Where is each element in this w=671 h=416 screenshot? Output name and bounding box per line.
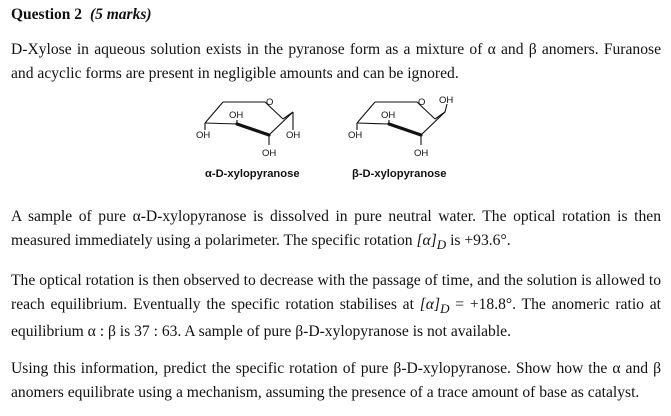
p2-text-b: is +93.6°. bbox=[446, 231, 511, 249]
alpha-ring-oxygen: O bbox=[266, 97, 274, 108]
alpha-oh-c2: OH bbox=[262, 148, 277, 159]
question-heading bbox=[11, 6, 152, 24]
equilibrium-paragraph bbox=[11, 269, 661, 344]
beta-ring-oxygen: O bbox=[418, 97, 426, 108]
specific-rotation-symbol-2: $[\alpha]_D$ bbox=[419, 295, 450, 316]
alpha-structure-label: α-D-xylopyranose bbox=[205, 168, 300, 180]
p3-text-b: = +18.8°. The anomeric ratio at equilibrium α : β is 37 : 63. A sample of pure β-D-xylopyranose is not available. bbox=[11, 295, 661, 341]
alpha-oh-c3: OH bbox=[229, 110, 244, 121]
specific-rotation-symbol: $[\alpha]_D$ bbox=[416, 231, 447, 252]
beta-oh-c3: OH bbox=[381, 110, 396, 121]
question-title: Question 2 bbox=[11, 6, 83, 23]
intro-paragraph: D-Xylose in aqueous solution exists in the pyranose form as a mixture of α and β anomers. Furanose and acyclic forms are present in negligible amounts and can be ignored. bbox=[11, 41, 661, 82]
alpha-oh-c4: OH bbox=[196, 130, 211, 141]
initial-rotation-paragraph bbox=[11, 205, 661, 256]
beta-xylopyranose-structure bbox=[348, 95, 453, 159]
p3-text-a: The optical rotation is then observed to decrease with the passage of time, and the solution is allowed to reach equilibrium. Eventually the specific rotation stabilises at bbox=[11, 272, 661, 313]
xylopyranose-structures bbox=[185, 90, 485, 170]
beta-oh-c4: OH bbox=[348, 130, 363, 141]
task-paragraph: Using this information, predict the specific rotation of pure β-D-xylopyranose. Show how the α and β anomers equilibrate using a mechanism, assuming the presence of a trace amount of base as catalyst. bbox=[11, 360, 661, 401]
beta-structure-label: β-D-xylopyranose bbox=[352, 168, 447, 180]
p2-text-a: A sample of pure α-D-xylopyranose is dissolved in pure neutral water. The optical rotation is then measured immediately using a polarimeter. The specific rotation bbox=[11, 208, 661, 249]
alpha-xylopyranose-structure bbox=[196, 97, 300, 159]
beta-oh-c1: OH bbox=[439, 95, 454, 106]
question-marks: (5 marks) bbox=[89, 6, 152, 23]
beta-oh-c2: OH bbox=[414, 148, 429, 159]
alpha-oh-c1: OH bbox=[286, 130, 301, 141]
